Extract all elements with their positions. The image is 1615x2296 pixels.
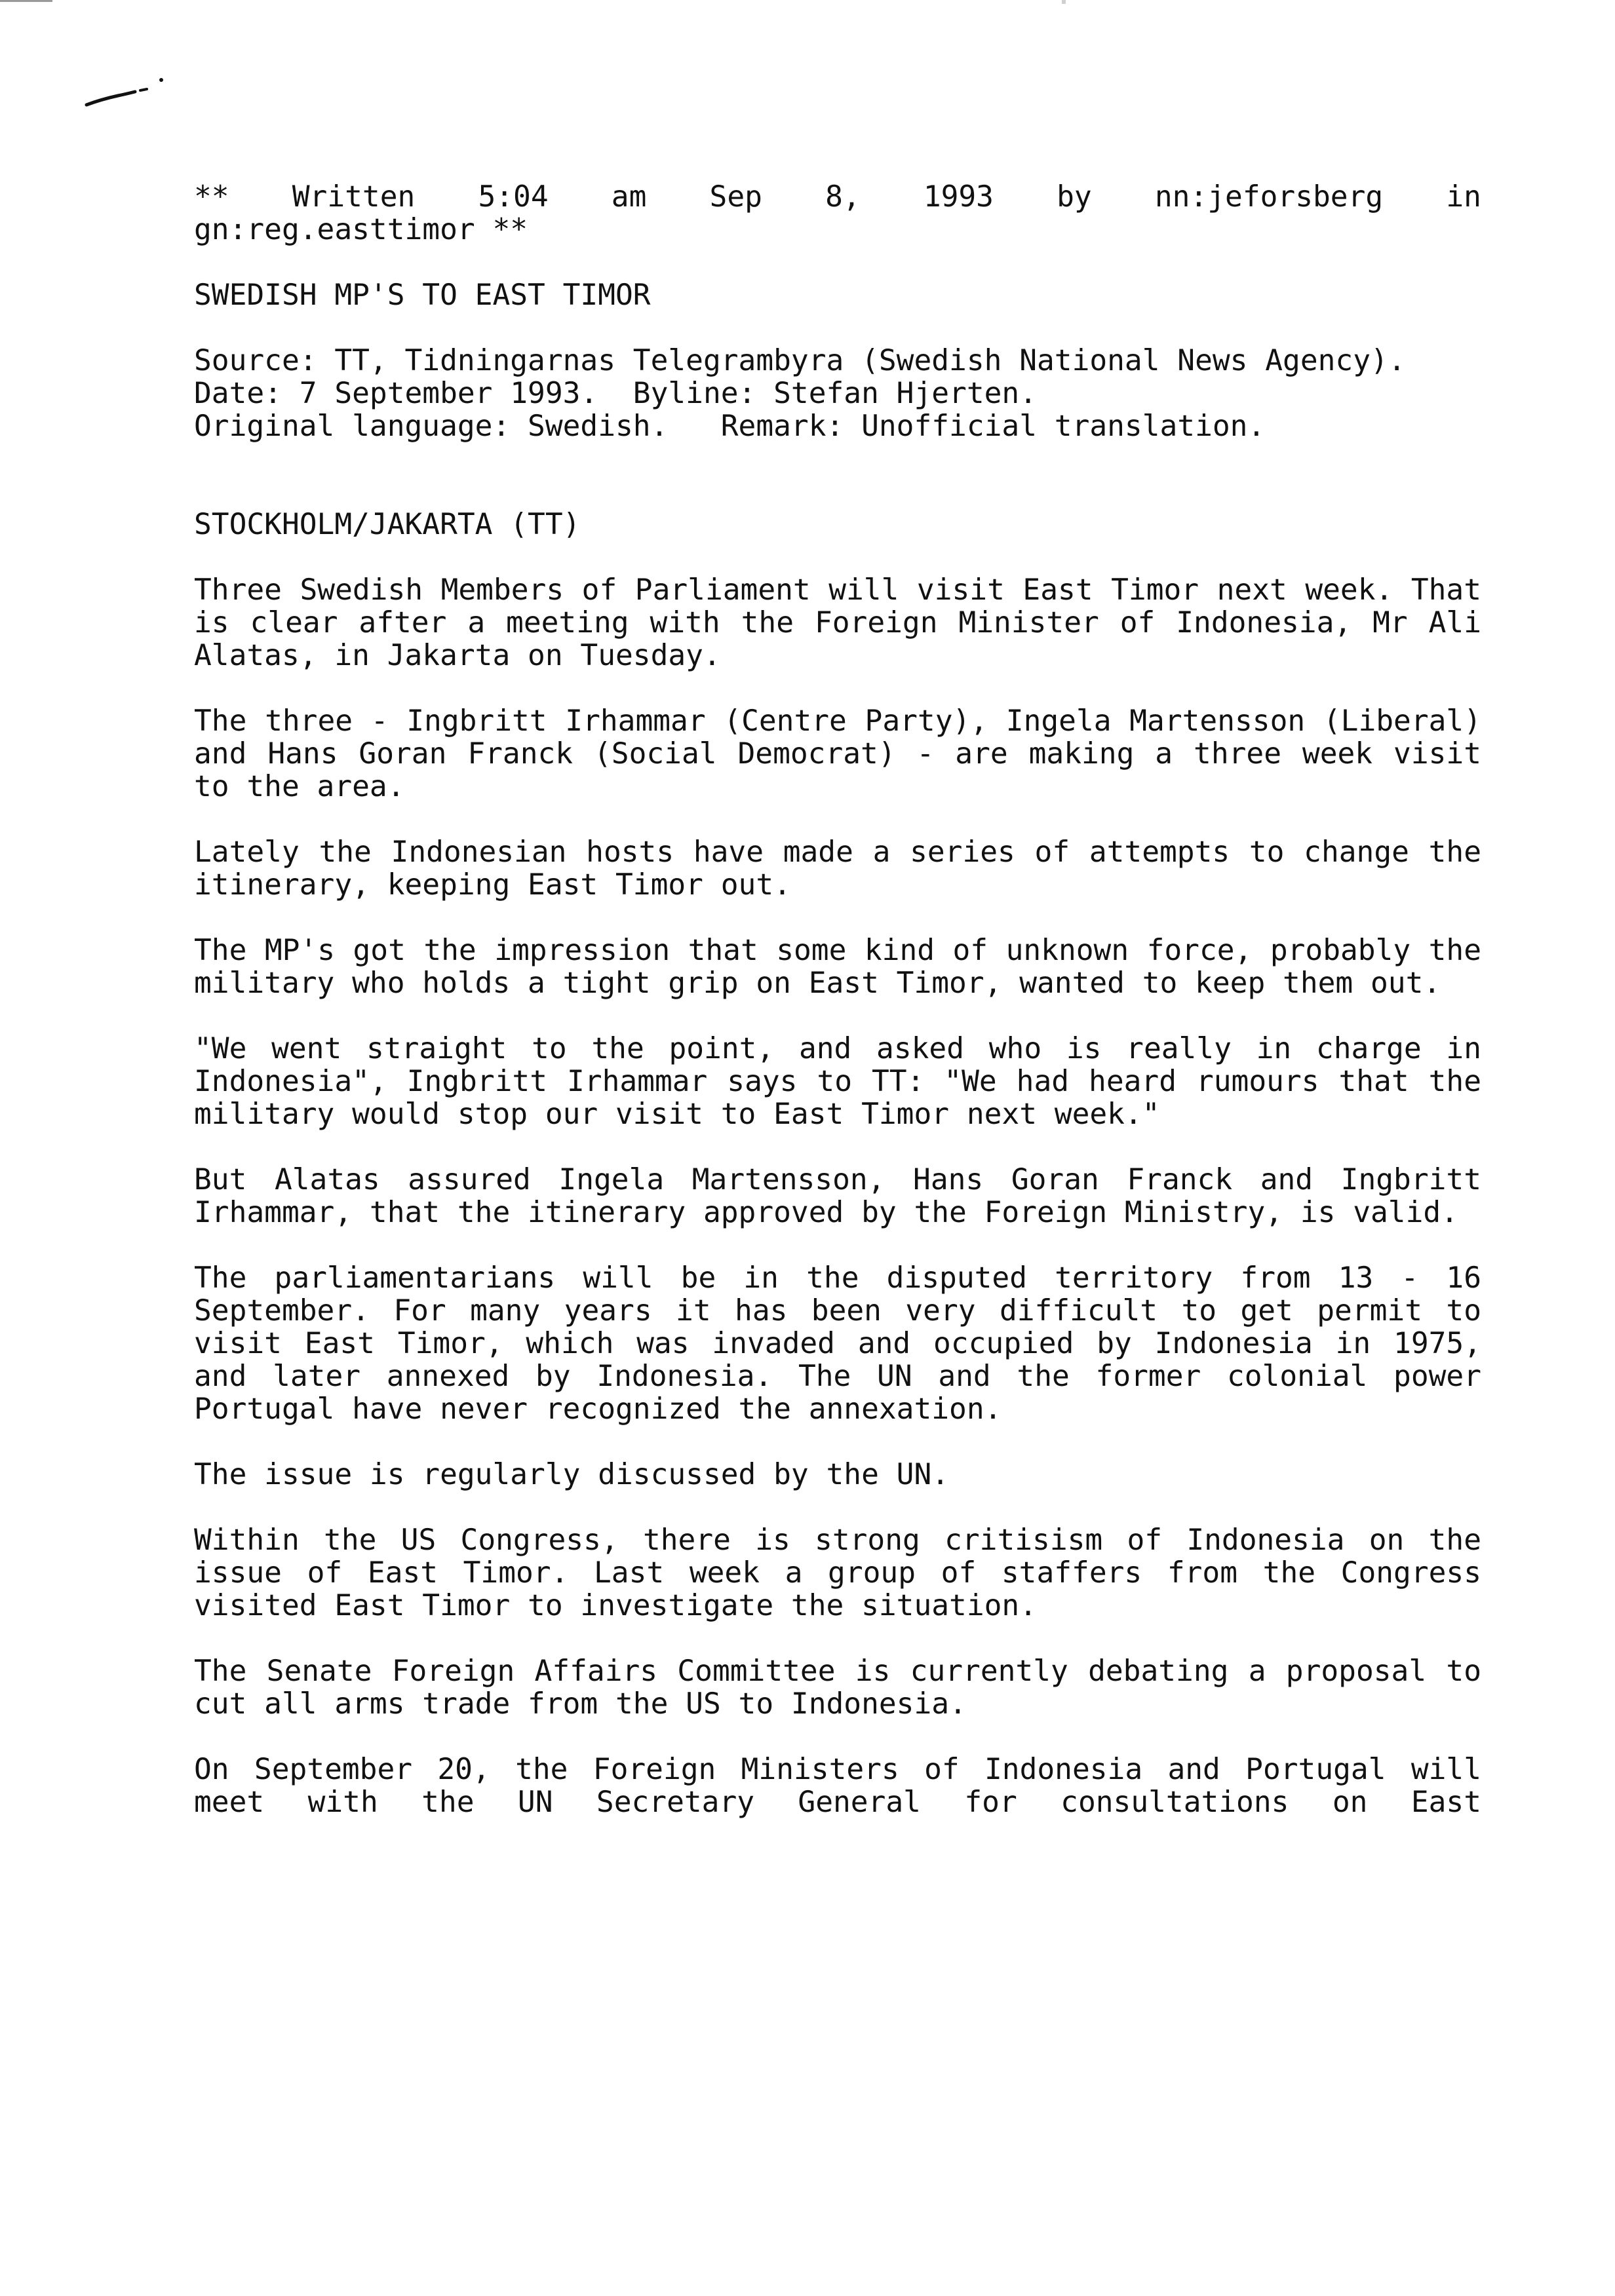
- header-word: Sep: [709, 180, 762, 214]
- body-paragraph: On September 20, the Foreign Ministers of Indonesia and Portugal will meet with the UN Secretary General for consultations on East: [194, 1753, 1481, 1819]
- header-word: 5:04: [478, 180, 549, 214]
- date-byline-line: Date: 7 September 1993. Byline: Stefan Hjerten.: [194, 377, 1037, 410]
- header-word: in: [1446, 180, 1481, 214]
- body-paragraph: Three Swedish Members of Parliament will visit East Timor next week. That is clear after a meeting with the Foreign Minister of Indonesia, Mr Ali Alatas, in Jakarta on Tuesday.: [194, 573, 1481, 672]
- dateline: STOCKHOLM/JAKARTA (TT): [194, 508, 581, 541]
- body-paragraph: The issue is regularly discussed by the UN.: [194, 1458, 950, 1491]
- header-line-1: [194, 181, 1481, 214]
- header-word: 1993: [923, 180, 994, 214]
- scan-speck: [1062, 0, 1066, 4]
- header-word: nn:jeforsberg: [1154, 180, 1384, 214]
- header-word: 8,: [825, 180, 861, 214]
- dateline-block: [194, 508, 1481, 541]
- document-title-block: [194, 279, 1481, 312]
- body-paragraph: The three - Ingbritt Irhammar (Centre Party), Ingela Martensson (Liberal) and Hans Goran Franck (Social Democrat) - are making a three week visit to the area.: [194, 704, 1481, 803]
- language-line: Original language: Swedish. Remark: Unofficial translation.: [194, 410, 1266, 443]
- body-paragraph: Lately the Indonesian hosts have made a series of attempts to change the itinerary, keeping East Timor out.: [194, 835, 1481, 902]
- header-word: am: [611, 180, 647, 214]
- message-header: [194, 181, 1481, 246]
- document-title: SWEDISH MP'S TO EAST TIMOR: [194, 278, 651, 312]
- source-metadata: [194, 345, 1481, 443]
- document-body: [194, 181, 1481, 1852]
- scan-edge-mark: [0, 0, 52, 2]
- body-paragraph: The Senate Foreign Affairs Committee is currently debating a proposal to cut all arms trade from the US to Indonesia.: [194, 1655, 1481, 1721]
- body-paragraph: The MP's got the impression that some kind of unknown force, probably the military who holds a tight grip on East Timor, wanted to keep them out.: [194, 934, 1481, 1000]
- body-paragraph: Within the US Congress, there is strong critisism of Indonesia on the issue of East Timor. Last week a group of staffers from the Congress visited East Timor to investigate the situation.: [194, 1523, 1481, 1622]
- body-paragraph: "We went straight to the point, and asked who is really in charge in Indonesia", Ingbritt Irhammar says to TT: "We had heard rumours that the military would stop our visit to East Timor next week.": [194, 1032, 1481, 1131]
- header-word: Written: [292, 180, 416, 214]
- pen-stroke-mark: [84, 73, 176, 113]
- header-word: by: [1057, 180, 1092, 214]
- body-paragraph: The parliamentarians will be in the disputed territory from 13 - 16 September. For many years it has been very difficult to get permit to visit East Timor, which was invaded and occupied by Indonesia in 1975, and later annexed by Indonesia. The UN and the former colonial power Portugal have never recognized the annexation.: [194, 1261, 1481, 1426]
- source-line: Source: TT, Tidningarnas Telegrambyra (Swedish National News Agency).: [194, 344, 1406, 377]
- header-word: **: [194, 180, 229, 214]
- header-line-2: gn:reg.easttimor **: [194, 213, 528, 246]
- body-paragraph: But Alatas assured Ingela Martensson, Hans Goran Franck and Ingbritt Irhammar, that the itinerary approved by the Foreign Ministry, is valid.: [194, 1163, 1481, 1229]
